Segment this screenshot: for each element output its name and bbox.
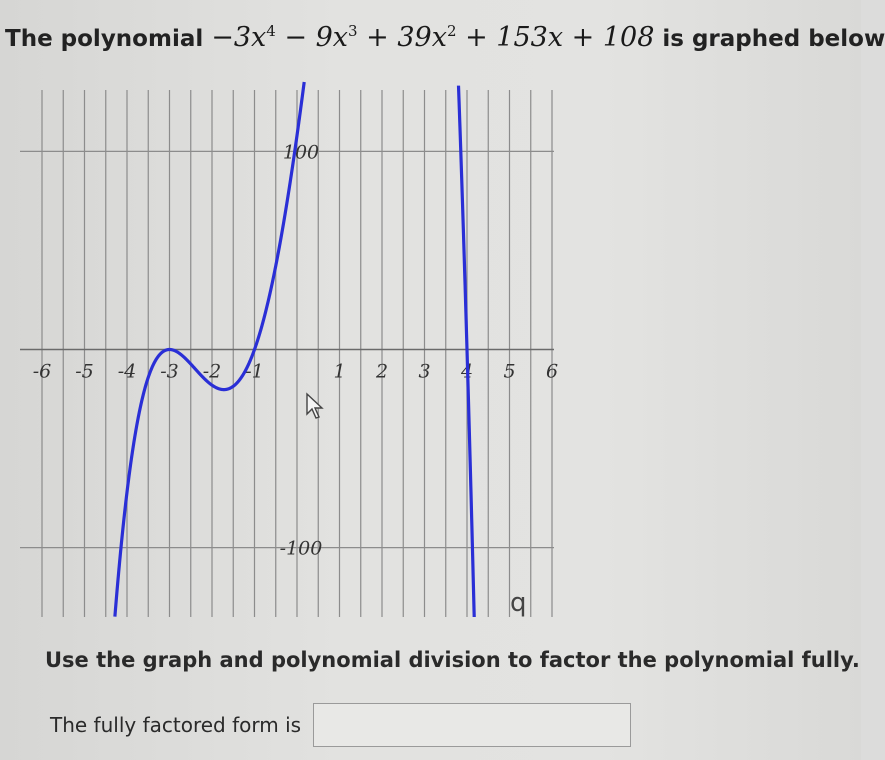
- x-tick-label: -4: [117, 360, 137, 383]
- answer-label: The fully factored form is: [50, 713, 302, 737]
- y-tick-label: 100: [282, 141, 320, 164]
- answer-row: [50, 703, 631, 747]
- polynomial-expression: $-3x^4 - 9x^3 + 39x^2 + 153x + 108$: [211, 22, 655, 53]
- x-tick-label: 5: [503, 360, 516, 383]
- x-tick-label: 4: [460, 360, 474, 383]
- x-tick-label: 6: [545, 360, 559, 383]
- x-tick-label: 1: [333, 360, 346, 383]
- prompt-prefix: The polynomial: [5, 26, 204, 52]
- y-tick-label: -100: [279, 537, 323, 560]
- x-tick-label: -2: [202, 360, 222, 383]
- x-tick-label: 2: [375, 360, 389, 383]
- mouse-cursor-icon: [305, 392, 329, 422]
- x-tick-label: 3: [418, 360, 431, 383]
- polynomial-graph: [0, 82, 600, 627]
- prompt-suffix: is graphed below: [662, 26, 885, 52]
- x-tick-label: -1: [245, 360, 264, 383]
- x-tick-label: -5: [75, 360, 94, 383]
- instruction-text: Use the graph and polynomial division to factor the polynomial fully.: [45, 648, 860, 672]
- question-prompt: [5, 22, 885, 53]
- x-tick-label: -3: [160, 360, 179, 383]
- answer-input[interactable]: [313, 703, 631, 747]
- handwritten-mark: q: [510, 588, 527, 618]
- x-tick-label: -6: [32, 360, 52, 383]
